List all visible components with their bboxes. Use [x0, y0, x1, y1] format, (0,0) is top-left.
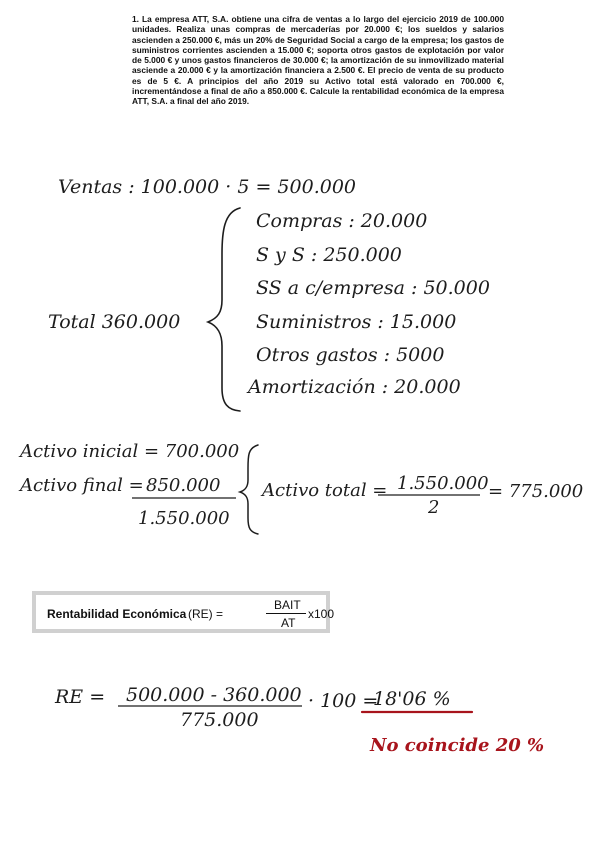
red-note: No coincide 20 % [370, 735, 545, 756]
gasto-suministros: Suministros : 15.000 [256, 311, 457, 333]
gasto-otros: Otros gastos : 5000 [256, 344, 445, 366]
formula-numerator: BAIT [274, 598, 301, 612]
activo-final-value: 850.000 [146, 475, 221, 496]
activo-total-label: Activo total = [262, 480, 388, 501]
calculo-times: · 100 = [308, 690, 379, 712]
problem-statement: 1. La empresa ATT, S.A. obtiene una cifra de ventas a lo largo del ejercicio 2019 de 100.000 unidades. Realiza unas compras de mercaderías por 20.000 €; los sueldos y salarios ascienden a 250.000 €, más un 20% de Seguridad Social a cargo de la empresa; los gastos de suministros corrientes ascienden a 15.000 €; soporta otros gastos de explotación por valor de 5.000 € y unos gastos financieros de 30.000 €; la amortización de su inmovilizado material asciende a 20.000 € y la amortización financiera a 2.500 €. El precio de venta de su producto es de 5 €. A principios del año 2019 su Activo total está valorado en 700.000 €, incrementándose a final de año a 850.000 €. Calcule la rentabilidad económica de la empresa ATT, S.A. a final del año 2019. [132, 14, 504, 107]
gasto-amortizacion: Amortización : 20.000 [248, 376, 461, 398]
formula-abbr: (RE) = [188, 607, 224, 621]
gasto-sueldos: S y S : 250.000 [256, 244, 402, 266]
activo-inicial: Activo inicial = 700.000 [20, 441, 240, 462]
formula-label: Rentabilidad Económica [47, 607, 187, 621]
formula-denominator: AT [281, 616, 296, 630]
activo-total-denominator: 2 [428, 497, 440, 518]
activo-brace [240, 445, 258, 534]
total-gastos: Total 360.000 [48, 311, 181, 333]
activo-final-label: Activo final = [20, 475, 144, 496]
activo-total-result: = 775.000 [488, 481, 584, 502]
gasto-compras: Compras : 20.000 [256, 210, 428, 232]
calculo-result: 18'06 % [373, 688, 451, 710]
activo-total-numerator: 1.550.000 [397, 473, 489, 494]
expenses-brace [208, 208, 240, 411]
calculo-numerator: 500.000 - 360.000 [126, 684, 302, 706]
calculo-lhs: RE = [55, 686, 106, 708]
ventas-line: Ventas : 100.000 · 5 = 500.000 [58, 176, 356, 198]
gasto-seguridad-social: SS a c/empresa : 50.000 [256, 277, 490, 299]
formula-multiplier: x100 [308, 607, 335, 621]
calculo-denominator: 775.000 [180, 709, 259, 731]
activo-suma: 1.550.000 [138, 508, 230, 529]
